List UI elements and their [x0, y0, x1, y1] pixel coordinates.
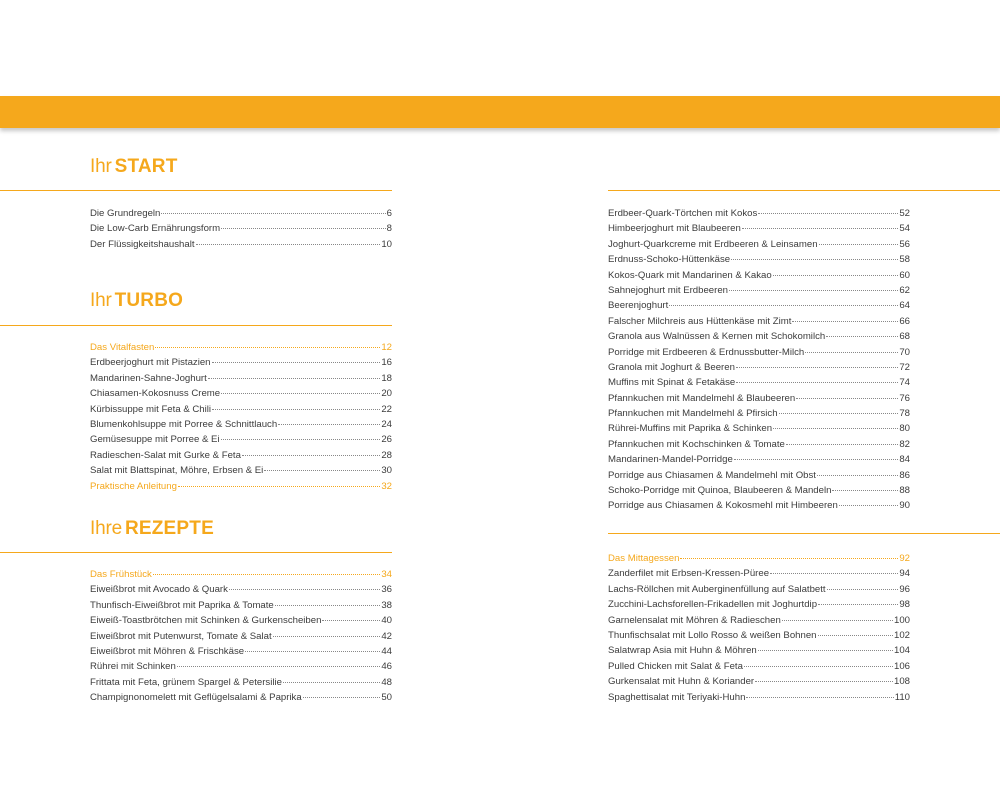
toc-entry[interactable] [90, 644, 392, 659]
toc-entry[interactable] [608, 643, 910, 658]
toc-entry[interactable] [90, 371, 392, 386]
toc-entry-title: Sahnejoghurt mit Erdbeeren [608, 284, 728, 296]
dot-leader [755, 681, 893, 682]
heading-light-text: Ihr [90, 156, 112, 177]
toc-entry-title: Pfannkuchen mit Mandelmehl & Pfirsich [608, 408, 778, 420]
toc-entry[interactable] [90, 432, 392, 447]
toc-entry-title: Falscher Milchreis aus Hüttenkäse mit Zimt [608, 315, 792, 327]
toc-entry-title: Radieschen-Salat mit Gurke & Feta [90, 449, 241, 461]
heading-bold-text: REZEPTE [124, 518, 214, 539]
dot-leader [773, 428, 898, 429]
dot-leader [744, 666, 893, 667]
toc-entry-page: 12 [381, 342, 392, 353]
heading-ihr-turbo [90, 290, 183, 312]
heading-ihre-rezepte [90, 518, 214, 540]
toc-entry-page: 78 [899, 408, 910, 420]
toc-entry[interactable] [608, 391, 910, 406]
dot-leader [322, 620, 380, 621]
dot-leader [221, 439, 381, 440]
toc-entry[interactable] [608, 421, 910, 436]
toc-entry-title: Beerenjoghurt [608, 300, 669, 312]
toc-entry-title: Erdbeer-Quark-Törtchen mit Kokos [608, 208, 758, 219]
toc-entry-page: 38 [381, 599, 392, 611]
toc-entry-title: Kürbissuppe mit Feta & Chili [90, 403, 212, 415]
toc-entry-page: 48 [381, 676, 392, 688]
toc-entry-page: 8 [386, 223, 392, 235]
toc-entry[interactable] [90, 221, 392, 236]
toc-entry-title: Kokos-Quark mit Mandarinen & Kakao [608, 269, 772, 281]
toc-entry-title: Champignonomelett mit Geflügelsalami & Paprika [90, 692, 302, 704]
toc-entry-page: 46 [381, 661, 392, 673]
dot-leader [792, 321, 898, 322]
toc-entry-page: 54 [899, 223, 910, 235]
toc-entry-title: Eiweißbrot mit Möhren & Frischkäse [90, 645, 245, 657]
toc-entry[interactable] [90, 355, 392, 370]
toc-entry[interactable] [90, 402, 392, 417]
toc-section-entry[interactable] [90, 340, 392, 355]
toc-entry-title: Erdbeerjoghurt mit Pistazien [90, 357, 211, 369]
toc-entry-title: Gemüsesuppe mit Porree & Ei [90, 434, 220, 446]
toc-entry-title: Schoko-Porridge mit Quinoa, Blaubeeren & Mandeln [608, 485, 832, 497]
dot-leader [827, 589, 899, 590]
toc-list-mittagessen [608, 551, 910, 705]
toc-entry-page: 72 [899, 361, 910, 373]
toc-entry-title: Mandarinen-Mandel-Porridge [608, 454, 733, 466]
dot-leader [278, 424, 380, 425]
toc-entry-title: Porridge aus Chiasamen & Kokosmehl mit Himbeeren [608, 500, 838, 512]
toc-entry-page: 60 [899, 269, 910, 281]
toc-entry-page: 76 [899, 392, 910, 404]
toc-entry-page: 110 [894, 691, 910, 703]
toc-entry[interactable] [608, 206, 910, 221]
toc-entry[interactable] [608, 452, 910, 467]
toc-entry[interactable] [608, 566, 910, 581]
toc-entry[interactable] [608, 597, 910, 612]
toc-entry-title: Die Grundregeln [90, 208, 161, 219]
toc-entry[interactable] [608, 221, 910, 236]
toc-entry-title: Frittata mit Feta, grünem Spargel & Petersilie [90, 676, 282, 688]
toc-entry-title: Zucchini-Lachsforellen-Frikadellen mit Joghurtdip [608, 599, 818, 611]
toc-entry[interactable] [608, 406, 910, 421]
toc-entry-page: 30 [381, 465, 392, 477]
toc-section-entry[interactable] [90, 479, 392, 494]
heading-ihr-start [90, 156, 178, 178]
toc-entry[interactable] [90, 659, 392, 674]
dot-leader [264, 470, 380, 471]
toc-entry-page: 62 [899, 284, 910, 296]
dot-leader [779, 413, 899, 414]
toc-entry-page: 24 [381, 418, 392, 430]
toc-entry-page: 36 [381, 584, 392, 596]
toc-entry[interactable] [608, 283, 910, 298]
toc-entry[interactable] [90, 629, 392, 644]
dot-leader [161, 213, 385, 214]
toc-entry-title: Eiweißbrot mit Putenwurst, Tomate & Salat [90, 630, 272, 642]
toc-entry-title: Die Low-Carb Ernährungsform [90, 223, 221, 235]
toc-entry-title: Das Frühstück [90, 569, 152, 580]
toc-entry[interactable] [90, 598, 392, 613]
toc-entry-title: Himbeerjoghurt mit Blaubeeren [608, 223, 741, 235]
toc-entry-title: Gurkensalat mit Huhn & Koriander [608, 676, 755, 688]
toc-entry[interactable] [90, 206, 392, 221]
toc-entry-title: Salatwrap Asia mit Huhn & Möhren [608, 645, 757, 657]
toc-entry[interactable] [608, 468, 910, 483]
dot-leader [729, 290, 898, 291]
toc-entry-title: Zanderfilet mit Erbsen-Kressen-Püree [608, 568, 770, 580]
toc-entry-page: 66 [899, 315, 910, 327]
dot-leader [303, 697, 381, 698]
toc-entry-title: Chiasamen-Kokosnuss Creme [90, 388, 221, 400]
toc-entry-page: 34 [381, 569, 392, 580]
toc-entry-title: Rührei-Muffins mit Paprika & Schinken [608, 423, 773, 435]
toc-entry-title: Erdnuss-Schoko-Hüttenkäse [608, 254, 731, 266]
toc-entry-page: 10 [381, 238, 392, 250]
toc-entry-page: 108 [893, 676, 910, 688]
toc-entry-title: Granola aus Walnüssen & Kernen mit Schokomilch [608, 331, 826, 343]
toc-list-turbo [90, 340, 392, 494]
toc-entry-page: 20 [381, 388, 392, 400]
toc-entry[interactable] [90, 675, 392, 690]
toc-entry[interactable] [90, 417, 392, 432]
toc-entry-title: Garnelensalat mit Möhren & Radieschen [608, 614, 781, 626]
toc-entry-page: 52 [899, 208, 910, 219]
toc-entry-title: Eiweiß-Toastbrötchen mit Schinken & Gurkenscheiben [90, 615, 322, 627]
dot-leader [805, 352, 898, 353]
toc-list-fruehstueck [608, 206, 910, 514]
dot-leader [242, 455, 380, 456]
toc-entry[interactable] [608, 674, 910, 689]
toc-entry-title: Salat mit Blattspinat, Möhre, Erbsen & Ei [90, 465, 264, 477]
toc-entry-page: 68 [899, 331, 910, 343]
heading-bold-text: TURBO [114, 290, 184, 311]
toc-entry[interactable] [90, 613, 392, 628]
dot-leader [221, 393, 380, 394]
toc-section-entry[interactable] [90, 567, 392, 582]
toc-entry-title: Joghurt-Quarkcreme mit Erdbeeren & Leinsamen [608, 238, 818, 250]
toc-entry-page: 18 [381, 372, 392, 384]
toc-entry-title: Blumenkohlsuppe mit Porree & Schnittlauch [90, 418, 278, 430]
toc-entry[interactable] [90, 237, 392, 252]
dot-leader [178, 486, 380, 487]
toc-entry-title: Granola mit Joghurt & Beeren [608, 361, 735, 373]
dot-leader [796, 398, 898, 399]
toc-entry-page: 94 [899, 568, 910, 580]
toc-entry-page: 104 [893, 645, 910, 657]
toc-entry-page: 98 [899, 599, 910, 611]
toc-entry-page: 70 [899, 346, 910, 358]
dot-leader [229, 589, 380, 590]
dot-leader [758, 213, 898, 214]
toc-entry-page: 56 [899, 238, 910, 250]
dot-leader [758, 650, 893, 651]
toc-entry[interactable] [608, 690, 910, 705]
dot-leader [273, 636, 381, 637]
toc-entry-title: Thunfischsalat mit Lollo Rosso & weißen Bohnen [608, 629, 817, 641]
dot-leader [817, 475, 898, 476]
toc-entry[interactable] [608, 237, 910, 252]
heading-light-text: Ihr [90, 290, 112, 311]
dot-leader [826, 336, 898, 337]
dot-leader [153, 574, 380, 575]
toc-section-entry[interactable] [608, 551, 910, 566]
toc-entry-page: 22 [381, 403, 392, 415]
toc-entry[interactable] [608, 329, 910, 344]
toc-entry-title: Pfannkuchen mit Kochschinken & Tomate [608, 438, 785, 450]
toc-entry-page: 50 [381, 692, 392, 704]
toc-entry[interactable] [608, 252, 910, 267]
toc-entry-page: 86 [899, 469, 910, 481]
dot-leader [283, 682, 380, 683]
dot-leader [832, 490, 898, 491]
toc-entry-title: Praktische Anleitung [90, 480, 177, 492]
dot-leader [736, 382, 898, 383]
dot-leader [196, 244, 381, 245]
toc-entry-page: 40 [381, 615, 392, 627]
toc-entry-title: Porridge mit Erdbeeren & Erdnussbutter-Milch [608, 346, 805, 358]
toc-entry[interactable] [608, 498, 910, 513]
header-banner [0, 96, 1000, 128]
toc-entry-title: Porridge aus Chiasamen & Mandelmehl mit Obst [608, 469, 816, 481]
dot-leader [680, 558, 898, 559]
toc-entry-title: Lachs-Röllchen mit Auberginenfüllung auf Salatbett [608, 583, 826, 595]
toc-entry[interactable] [608, 582, 910, 597]
toc-entry-page: 88 [899, 485, 910, 497]
toc-entry[interactable] [608, 483, 910, 498]
section-divider [0, 325, 392, 326]
toc-entry-title: Muffins mit Spinat & Fetakäse [608, 377, 736, 389]
dot-leader [782, 620, 893, 621]
dot-leader [212, 362, 381, 363]
toc-entry-page: 82 [899, 438, 910, 450]
dot-leader [742, 228, 899, 229]
toc-entry-title: Das Vitalfasten [90, 342, 155, 353]
toc-entry-title: Thunfisch-Eiweißbrot mit Paprika & Tomate [90, 599, 274, 611]
toc-entry-title: Eiweißbrot mit Avocado & Quark [90, 584, 228, 596]
toc-entry-page: 106 [893, 660, 910, 672]
dot-leader [208, 378, 381, 379]
dot-leader [736, 367, 898, 368]
toc-entry-page: 44 [381, 645, 392, 657]
toc-entry-title: Rührei mit Schinken [90, 661, 176, 673]
section-divider [0, 190, 392, 191]
dot-leader [731, 259, 898, 260]
dot-leader [212, 409, 380, 410]
toc-entry[interactable] [608, 360, 910, 375]
toc-entry-page: 6 [386, 208, 392, 219]
toc-entry[interactable] [608, 437, 910, 452]
section-divider [0, 552, 392, 553]
toc-entry-page: 64 [899, 300, 910, 312]
toc-entry-title: Pulled Chicken mit Salat & Feta [608, 660, 743, 672]
toc-entry-title: Das Mittagessen [608, 553, 680, 564]
dot-leader [819, 244, 899, 245]
dot-leader [177, 666, 380, 667]
toc-entry[interactable] [608, 314, 910, 329]
toc-entry-title: Der Flüssigkeitshaushalt [90, 238, 195, 250]
toc-entry-page: 32 [381, 480, 392, 492]
toc-entry-page: 90 [899, 500, 910, 512]
toc-entry[interactable] [90, 582, 392, 597]
dot-leader [818, 604, 898, 605]
toc-entry[interactable] [90, 448, 392, 463]
dot-leader [773, 275, 899, 276]
toc-entry-page: 84 [899, 454, 910, 466]
toc-entry-title: Spaghettisalat mit Teriyaki-Huhn [608, 691, 746, 703]
toc-list-rezepte [90, 567, 392, 706]
dot-leader [734, 459, 899, 460]
dot-leader [245, 651, 380, 652]
toc-entry-page: 102 [893, 629, 910, 641]
heading-light-text: Ihre [90, 518, 122, 539]
section-divider [608, 533, 1000, 534]
toc-entry-page: 96 [899, 583, 910, 595]
section-divider [608, 190, 1000, 191]
toc-entry-page: 16 [381, 357, 392, 369]
toc-entry[interactable] [90, 690, 392, 705]
dot-leader [818, 635, 893, 636]
toc-entry-title: Mandarinen-Sahne-Joghurt [90, 372, 207, 384]
toc-entry[interactable] [608, 375, 910, 390]
toc-entry[interactable] [608, 298, 910, 313]
heading-bold-text: START [114, 156, 178, 177]
toc-entry-page: 80 [899, 423, 910, 435]
toc-entry-page: 92 [899, 553, 910, 564]
dot-leader [669, 305, 898, 306]
toc-entry[interactable] [608, 628, 910, 643]
dot-leader [746, 697, 893, 698]
toc-entry[interactable] [608, 613, 910, 628]
toc-entry[interactable] [608, 345, 910, 360]
toc-entry-page: 42 [381, 630, 392, 642]
toc-entry-page: 28 [381, 449, 392, 461]
dot-leader [786, 444, 898, 445]
dot-leader [839, 505, 899, 506]
toc-entry[interactable] [608, 659, 910, 674]
toc-entry[interactable] [90, 463, 392, 478]
toc-entry-page: 100 [893, 614, 910, 626]
toc-list-start [90, 206, 392, 252]
toc-entry[interactable] [90, 386, 392, 401]
toc-entry-page: 58 [899, 254, 910, 266]
dot-leader [221, 228, 386, 229]
toc-entry[interactable] [608, 268, 910, 283]
toc-entry-title: Pfannkuchen mit Mandelmehl & Blaubeeren [608, 392, 796, 404]
dot-leader [275, 605, 381, 606]
dot-leader [155, 347, 380, 348]
toc-entry-page: 26 [381, 434, 392, 446]
dot-leader [770, 573, 898, 574]
toc-entry-page: 74 [899, 377, 910, 389]
